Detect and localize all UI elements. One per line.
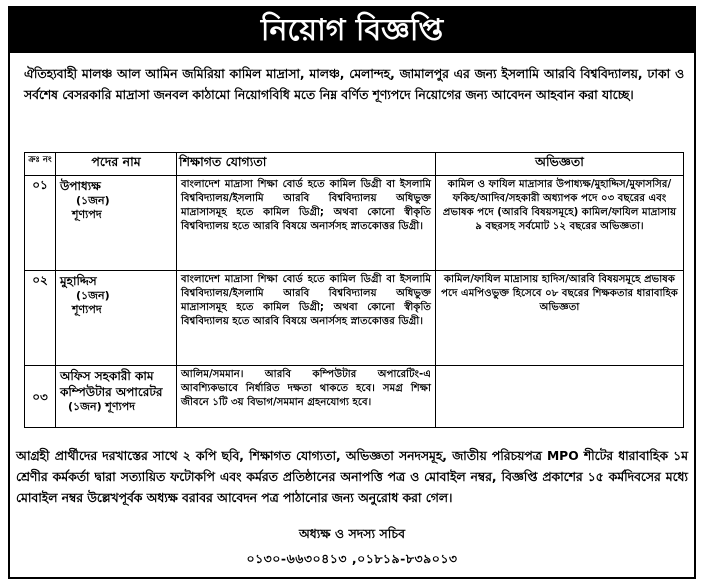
application-instructions: আগ্রহী প্রার্থীদের দরখাস্তের সাথে ২ কপি ছবি, শিক্ষাগত যোগ্যতা, অভিজ্ঞতা সনদসমূহ, জাতীয় পরিচয়পত্র MPO শীটের ধারাবাহিক ১ম শ্রেণীর কর্মকর্তা দ্বারা সত্যায়িত ফটোকপি এবং কর্মরত প্রতিষ্ঠানের অনাপত্তি পত্র ও মোবাইল নম্বর, বিজ্ঞপ্তি প্রকাশের ১৫ কর্মদিবসের মধ্যে মোবাইল নম্বর উল্লেখপূর্বক অধ্যক্ষ বরাবর আবেদন পত্র পাঠানোর জন্য অনুরোধ করা গেল। xyxy=(16,449,688,505)
signatory: অধ্যক্ষ ও সদস্য সচিব xyxy=(298,526,406,541)
post-count: (১জন) শূণ্যপদ xyxy=(68,400,136,413)
row-serial: ০৩ xyxy=(25,366,56,428)
post-name: উপাধ্যক্ষ xyxy=(60,179,101,193)
row-experience: কামিল/ফাযিল মাদ্রাসায় হাদিস/আরবি বিষয়সমূহে প্রভাষক পদে এমপিওভুক্ত হিসেবে ০৮ বছরের শিক্ষকতার ধারাবাহিক অভিজ্ঞতা xyxy=(436,271,684,366)
row-experience xyxy=(436,366,684,428)
post-count: (১জন) xyxy=(76,289,110,302)
header-post: পদের নাম xyxy=(56,153,177,176)
post-name: অফিস সহকারী কাম কম্পিউটার অপারেটর xyxy=(60,369,163,399)
row-qualification: আলিম/সমমান। আরবি কম্পিউটার অপারেটিং-এ আবশ্যিকভাবে নির্ধারিত দক্ষতা থাকতে হবে। সমগ্র শিক্ষা জীবনে ১টি ৩য় বিভাগ/সমমান গ্রহনযোগ্য হবে। xyxy=(177,366,436,428)
header-serial: ক্রঃ নং xyxy=(25,153,56,176)
row-post xyxy=(56,176,177,271)
post-name: মুহাদ্দিস xyxy=(60,274,97,288)
row-qualification: বাংলাদেশ মাদ্রাসা শিক্ষা বোর্ড হতে কামিল ডিগ্রী বা ইসলামি বিশ্ববিদ্যালয়/ইসলামি আরবি বিশ্ববিদ্যালয় অধিভুক্ত মাদ্রাসাসমূহ হতে কামিল ডিগ্রী; অথবা কোনো স্বীকৃতি বিশ্ববিদ্যালয় হতে আরবি বিষয়ে অনার্সসহ স্নাতকোত্তর ডিগ্রী। xyxy=(177,271,436,366)
row-experience: কামিল ও ফাযিল মাদ্রাসার উপাধ্যক্ষ/মুহাদ্দিস/মুফাসসির/ফকিহ/আদিব/সহকারী অধ্যাপক পদে ০৩ বছরের এবং প্রভাষক পদে (আরবি বিষয়সমূহে) কামিল/ফাযিল মাদ্রাসায় ৯ বছরসহ সর্বমোট ১২ বছরের অভিজ্ঞতা। xyxy=(436,176,684,271)
table-row xyxy=(25,271,684,366)
post-count: (১জন) xyxy=(76,194,110,207)
intro-paragraph: ঐতিহ্যবাহী মালঞ্চ আল আমিন জমিরিয়া কামিল মাদ্রাসা, মালঞ্চ, মেলান্দহ, জামালপুর এর জন্য ইসলামি আরবি বিশ্ববিদ্যালয়, ঢাকা ও সর্বশেষ বেসরকারি মাদ্রাসা জনবল কাঠামো নিয়োগবিধি মতে নিম্ন বর্ণিত শূণ্যপদে নিয়োগের জন্য আবেদন আহবান করা যাচ্ছে। xyxy=(24,67,684,102)
row-qualification: বাংলাদেশ মাদ্রাসা শিক্ষা বোর্ড হতে কামিল ডিগ্রী বা ইসলামি বিশ্ববিদ্যালয়/ইসলামি আরবি বিশ্ববিদ্যালয় অধিভুক্ত মাদ্রাসাসমূহ হতে কামিল ডিগ্রী; অথবা কোনো স্বীকৃতি বিশ্ববিদ্যালয় হতে আরবি বিষয়ে অনার্সসহ স্নাতকোত্তর ডিগ্রী। xyxy=(177,176,436,271)
table-row xyxy=(25,176,684,271)
vacancy-table xyxy=(24,152,684,428)
table-row xyxy=(25,366,684,428)
job-notice xyxy=(8,6,696,579)
post-status: শূণ্যপদ xyxy=(72,208,102,221)
row-post xyxy=(56,366,177,428)
row-serial: ০১ xyxy=(25,176,56,271)
header-qualification: শিক্ষাগত যোগ্যতা xyxy=(177,153,436,176)
row-post xyxy=(56,271,177,366)
notice-title: নিয়োগ বিজ্ঞপ্তি xyxy=(10,8,694,53)
table-header-row xyxy=(25,153,684,176)
post-status: শূণ্যপদ xyxy=(72,303,102,316)
header-experience: অভিজ্ঞতা xyxy=(436,153,684,176)
row-serial: ০২ xyxy=(25,271,56,366)
contact-phones: ০১৩০-৬৬৩০৪১৩ ,০১৮১৯-৮৩৯০১৩ xyxy=(246,551,458,566)
